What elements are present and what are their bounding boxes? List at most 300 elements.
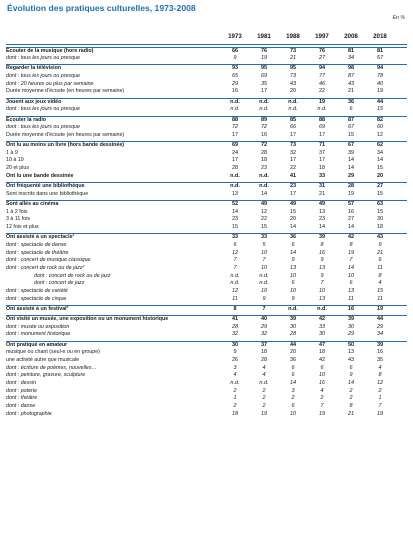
table-cell: 72 (260, 124, 268, 131)
table-cell: 34 (347, 55, 355, 62)
table-cell: 9 (291, 257, 295, 264)
table-cell: 16 (347, 305, 355, 312)
table-cell: 44 (376, 316, 384, 322)
table-cell: 6 (349, 364, 353, 371)
table-cell: 63 (376, 200, 384, 207)
table-cell: 81 (347, 47, 355, 54)
row-label: Ont pratiqué en amateur (6, 341, 68, 348)
table-row (6, 411, 407, 419)
table-cell: 9 (233, 55, 237, 62)
table-row (6, 81, 407, 89)
table-cell: 10 (260, 264, 268, 271)
table-cell: 7 (233, 264, 237, 271)
table-cell: 3 (291, 387, 295, 394)
table-cell: 30 (376, 216, 384, 223)
table-cell: 43 (289, 80, 297, 87)
table-cell: 34 (376, 331, 384, 338)
table-cell: 73 (289, 73, 297, 80)
row-label: une activité autre que musicale (6, 356, 80, 363)
table-row (6, 250, 407, 258)
table-cell: 11 (232, 295, 238, 302)
data-table (6, 30, 407, 418)
table-cell: 22 (318, 88, 326, 95)
table-cell: 66 (231, 47, 239, 54)
unit-label: En % (392, 15, 405, 21)
table-cell: n.d. (230, 106, 240, 113)
column-header: 1988 (286, 33, 300, 40)
table-cell: 4 (378, 364, 382, 371)
table-cell: 14 (289, 223, 297, 230)
table-row (6, 124, 407, 132)
table-row (6, 200, 407, 209)
table-cell: 19 (376, 410, 384, 417)
table-cell: 98 (347, 65, 355, 72)
table-row (6, 288, 407, 296)
table-cell: 41 (231, 316, 239, 322)
table-cell: 37 (260, 341, 268, 348)
table-row (6, 315, 407, 324)
table-cell: n.d. (230, 280, 240, 287)
table-cell: 28 (231, 323, 239, 330)
table-cell: 23 (289, 183, 297, 189)
table-cell: n.d. (259, 380, 269, 386)
table-cell: 9 (320, 257, 324, 264)
table-cell: 44 (289, 341, 297, 348)
table-row (6, 224, 407, 232)
table-cell: 44 (376, 98, 384, 105)
table-cell: 93 (231, 65, 239, 72)
table-row (6, 372, 407, 380)
table-cell: 37 (318, 149, 326, 156)
table-cell: 28 (260, 356, 268, 363)
table-cell: 43 (347, 356, 355, 363)
table-row (6, 55, 407, 63)
table-cell: 20 (289, 88, 297, 95)
table-row (6, 191, 407, 199)
table-cell: 42 (318, 356, 326, 363)
table-cell: 14 (347, 380, 355, 386)
table-cell: 6 (233, 241, 237, 248)
row-label: dont : tous les jours ou presque (6, 106, 80, 113)
row-label: dont : photographie (6, 410, 52, 417)
table-cell: 9 (291, 295, 295, 302)
row-label: dont : concert de rock ou de jazz² (6, 264, 85, 271)
table-cell: 17 (289, 157, 297, 164)
table-cell: 9 (262, 295, 266, 302)
row-label: dont : poterie (6, 387, 37, 394)
table-cell: n.d. (230, 172, 240, 179)
table-row (6, 357, 407, 365)
table-cell: 9 (320, 272, 324, 279)
table-cell: 76 (318, 47, 326, 54)
row-label: Ont assisté à un spectacle¹ (6, 234, 75, 241)
table-cell: 15 (347, 131, 355, 138)
table-cell: 23 (231, 216, 239, 223)
table-cell: 20 (376, 172, 384, 179)
row-label: dont : concert de jazz (34, 280, 85, 287)
table-cell: 87 (347, 116, 355, 123)
table-cell: 10 (347, 272, 355, 279)
row-label: dont : musée ou exposition (6, 323, 70, 330)
table-cell: 17 (260, 88, 268, 95)
table-cell: 49 (318, 200, 326, 207)
table-cell: 11 (348, 295, 354, 302)
table-cell: 43 (376, 234, 384, 241)
table-cell: n.d. (317, 106, 327, 113)
table-cell: 11 (377, 264, 383, 271)
table-cell: 2 (233, 403, 237, 410)
table-cell: 46 (318, 80, 326, 87)
table-cell: 8 (378, 272, 382, 279)
table-cell: 69 (231, 142, 239, 149)
table-cell: 6 (291, 280, 295, 287)
table-cell: 16 (318, 380, 326, 386)
row-label: musique ou chant (seul-e ou en groupe) (6, 349, 100, 356)
table-cell: 17 (231, 157, 239, 164)
row-label: dont : monument historique (6, 331, 71, 338)
table-cell: 7 (262, 257, 266, 264)
table-cell: 13 (231, 190, 239, 197)
row-label: dont : spectacle de danse (6, 241, 67, 248)
table-cell: 8 (349, 403, 353, 410)
table-row (6, 216, 407, 224)
row-label: 12 fois et plus (6, 223, 39, 230)
table-cell: 6 (349, 106, 353, 113)
table-cell: 19 (260, 55, 268, 62)
table-cell: 13 (289, 264, 297, 271)
row-label: dont : tous les jours ou presque (6, 124, 80, 131)
table-cell: 16 (347, 208, 355, 215)
table-row (6, 88, 407, 96)
row-label: 10 à 19 (6, 157, 24, 164)
table-cell: 5 (262, 241, 266, 248)
table-cell: 2 (378, 387, 382, 394)
table-cell: 52 (231, 200, 239, 207)
table-cell: 32 (289, 149, 297, 156)
table-cell: 12 (260, 208, 268, 215)
table-cell: 50 (347, 341, 355, 348)
table-cell: 36 (289, 356, 297, 363)
table-cell: 7 (320, 403, 324, 410)
table-row (6, 380, 407, 388)
table-cell: 6 (320, 364, 324, 371)
table-cell: 73 (289, 142, 297, 149)
row-label: 1 à 9 (6, 149, 18, 156)
table-cell: n.d. (288, 305, 298, 312)
table-cell: 28 (231, 165, 239, 172)
table-cell: 22 (260, 216, 268, 223)
table-cell: 15 (376, 208, 384, 215)
table-cell: 34 (376, 149, 384, 156)
table-cell: 15 (231, 223, 239, 230)
row-label: dont : spectacle de théâtre (6, 249, 69, 256)
table-row (6, 365, 407, 373)
row-label: Ont fréquenté une bibliothèque (6, 183, 85, 189)
table-cell: 30 (347, 323, 355, 330)
table-cell: 94 (376, 65, 384, 72)
table-cell: 6 (291, 403, 295, 410)
page-title: Évolution des pratiques culturelles, 1973-2008 (7, 3, 196, 13)
table-cell: 57 (376, 55, 384, 62)
table-cell: n.d. (259, 98, 269, 105)
table-cell: 27 (347, 216, 355, 223)
table-cell: 21 (376, 249, 384, 256)
table-cell: 13 (347, 349, 355, 356)
column-header: 2008 (344, 33, 358, 40)
table-row (6, 305, 407, 314)
table-cell: 9 (349, 372, 353, 379)
table-cell: 24 (231, 149, 239, 156)
table-row (6, 165, 407, 173)
table-cell: 14 (347, 223, 355, 230)
table-cell: n.d. (230, 183, 240, 189)
table-cell: 57 (347, 200, 355, 207)
table-row (6, 242, 407, 250)
row-label: Ont lu une bande dessinée (6, 172, 74, 179)
table-cell: 36 (347, 98, 355, 105)
table-cell: 30 (289, 323, 297, 330)
table-cell: 65 (231, 73, 239, 80)
table-cell: 32 (231, 331, 239, 338)
table-cell: 17 (289, 190, 297, 197)
table-cell: 12 (231, 287, 239, 294)
table-cell: 4 (262, 372, 266, 379)
table-cell: n.d. (230, 272, 240, 279)
table-row (6, 324, 407, 332)
table-cell: 7 (233, 257, 237, 264)
row-label: Ont visité un musée, une exposition ou un monument historique (6, 316, 169, 322)
row-label: dont : danse (6, 403, 36, 410)
row-label: dont : concert de rock ou de jazz (34, 272, 111, 279)
table-cell: 18 (318, 165, 326, 172)
table-cell: 14 (347, 165, 355, 172)
table-cell: 94 (318, 65, 326, 72)
table-cell: 7 (378, 403, 382, 410)
table-cell: 49 (260, 200, 268, 207)
row-label: 20 et plus (6, 165, 29, 172)
table-cell: 40 (376, 80, 384, 87)
table-cell: 32 (260, 331, 268, 338)
table-cell: 10 (260, 287, 268, 294)
table-cell: 23 (318, 216, 326, 223)
row-label: dont : spectacle de cirque (6, 295, 67, 302)
table-cell: 20 (289, 349, 297, 356)
table-cell: 16 (376, 349, 384, 356)
table-cell: 67 (347, 142, 355, 149)
table-header (6, 30, 407, 45)
table-cell: 73 (289, 47, 297, 54)
table-cell: 13 (318, 295, 326, 302)
table-cell: 7 (320, 280, 324, 287)
column-header: 1997 (315, 33, 329, 40)
table-cell: 1 (233, 395, 237, 402)
table-cell: 47 (318, 341, 326, 348)
table-cell: 35 (376, 356, 384, 363)
table-cell: n.d. (259, 272, 269, 279)
table-cell: 13 (318, 264, 326, 271)
table-cell: 78 (376, 73, 384, 80)
table-row (6, 64, 407, 73)
table-cell: 2 (320, 395, 324, 402)
table-cell: 81 (376, 47, 384, 54)
table-cell: 31 (318, 183, 326, 189)
table-row (6, 265, 407, 273)
table-cell: 43 (347, 80, 355, 87)
table-cell: n.d. (288, 98, 298, 105)
row-label: Sont inscrits dans une bibliothèque (6, 190, 89, 197)
row-label: Écouter de la musique (hors radio) (6, 47, 94, 54)
table-cell: 6 (378, 257, 382, 264)
row-label: dont : peinture, gravure, sculpture (6, 372, 86, 379)
table-cell: 27 (318, 55, 326, 62)
table-cell: n.d. (259, 106, 269, 113)
table-row (6, 47, 407, 56)
table-cell: 13 (347, 287, 355, 294)
table-row (6, 182, 407, 191)
table-cell: 28 (289, 331, 297, 338)
table-cell: 9 (233, 349, 237, 356)
table-cell: 87 (347, 73, 355, 80)
row-label: dont : spectacle de variété (6, 287, 68, 294)
table-cell: 4 (262, 364, 266, 371)
table-cell: 29 (376, 323, 384, 330)
table-row (6, 73, 407, 81)
table-cell: 14 (318, 223, 326, 230)
table-cell: 2 (262, 387, 266, 394)
table-cell: 15 (289, 208, 297, 215)
table-cell: 15 (376, 190, 384, 197)
table-cell: 26 (231, 356, 239, 363)
table-cell: n.d. (230, 98, 240, 105)
table-cell: 14 (289, 380, 297, 386)
table-cell: 8 (233, 305, 237, 312)
table-cell: 85 (289, 116, 297, 123)
table-cell: 19 (376, 305, 384, 312)
table-cell: n.d. (230, 380, 240, 386)
column-header: 1973 (228, 33, 242, 40)
table-cell: 10 (289, 287, 297, 294)
table-cell: 27 (376, 183, 384, 189)
table-cell: 14 (260, 190, 268, 197)
table-row (6, 209, 407, 217)
table-cell: 29 (347, 331, 355, 338)
table-row (6, 116, 407, 125)
row-label: 1 à 2 fois (6, 208, 28, 215)
table-row (6, 106, 407, 114)
table-cell: 19 (376, 88, 384, 95)
table-cell: 33 (231, 234, 239, 241)
table-cell: n.d. (259, 172, 269, 179)
table-cell: 12 (231, 249, 239, 256)
table-cell: 14 (376, 157, 384, 164)
row-label: 3 à 11 fois (6, 216, 31, 223)
table-cell: 88 (231, 116, 239, 123)
table-cell: 21 (347, 410, 355, 417)
table-cell: 29 (347, 172, 355, 179)
table-cell: 19 (347, 190, 355, 197)
table-cell: 88 (318, 116, 326, 123)
row-label: dont : tous les jours ou presque (6, 73, 80, 80)
table-row (6, 273, 407, 281)
row-label: Ont lu au moins un livre (hors bande dessinée) (6, 142, 125, 149)
table-cell: n.d. (288, 106, 298, 113)
table-row (6, 280, 407, 288)
table-cell: 89 (260, 116, 268, 123)
table-cell: 71 (318, 142, 326, 149)
table-cell: 6 (291, 364, 295, 371)
table-cell: 1 (378, 395, 382, 402)
table-cell: 39 (347, 316, 355, 322)
row-label: dont : dessin (6, 380, 37, 386)
table-cell: 21 (318, 190, 326, 197)
table-row (6, 257, 407, 265)
table-cell: 18 (260, 157, 268, 164)
row-label: Sont allés au cinéma (6, 200, 59, 207)
table-row (6, 331, 407, 339)
table-cell: 19 (347, 249, 355, 256)
row-label: Durée moyenne d'écoute (en heures par semaine) (6, 88, 125, 95)
table-cell: 72 (260, 142, 268, 149)
table-cell: 17 (318, 157, 326, 164)
table-cell: 18 (318, 349, 326, 356)
table-cell: 30 (231, 341, 239, 348)
table-cell: 12 (376, 131, 384, 138)
table-cell: 21 (289, 55, 297, 62)
table-cell: 28 (347, 183, 355, 189)
table-cell: 15 (376, 165, 384, 172)
table-row (6, 296, 407, 304)
table-cell: 15 (376, 106, 384, 113)
row-label: dont : tous les jours ou presque (6, 55, 80, 62)
table-cell: 10 (318, 372, 326, 379)
table-cell: 29 (260, 323, 268, 330)
table-cell: 22 (289, 165, 297, 172)
table-cell: 3 (233, 364, 237, 371)
table-cell: 13 (318, 208, 326, 215)
table-cell: 33 (260, 234, 268, 241)
table-cell: 10 (289, 272, 297, 279)
table-cell: 6 (291, 241, 295, 248)
table-cell: n.d. (259, 183, 269, 189)
table-cell: 18 (231, 410, 239, 417)
table-row (6, 132, 407, 140)
table-cell: 30 (318, 331, 326, 338)
table-cell: 11 (377, 295, 383, 302)
table-row (6, 395, 407, 403)
table-cell: 41 (289, 172, 297, 179)
row-label: Durée moyenne d'écoute (en heures par semaine) (6, 131, 125, 138)
column-header: 2018 (373, 33, 387, 40)
table-cell: 28 (260, 149, 268, 156)
table-cell: 21 (347, 88, 355, 95)
table-cell: 72 (231, 124, 239, 131)
table-row (6, 349, 407, 357)
table-row (6, 403, 407, 411)
table-cell: 6 (291, 372, 295, 379)
table-cell: 16 (318, 249, 326, 256)
table-cell: 60 (376, 124, 384, 131)
table-body (6, 47, 407, 419)
table-cell: 42 (347, 234, 355, 241)
table-cell: 66 (289, 124, 297, 131)
table-cell: 39 (376, 341, 384, 348)
table-cell: 20 (289, 216, 297, 223)
table-cell: 9 (378, 241, 382, 248)
table-cell: 18 (376, 223, 384, 230)
table-cell: 77 (318, 73, 326, 80)
table-cell: 12 (376, 380, 384, 386)
table-cell: 19 (318, 98, 326, 105)
